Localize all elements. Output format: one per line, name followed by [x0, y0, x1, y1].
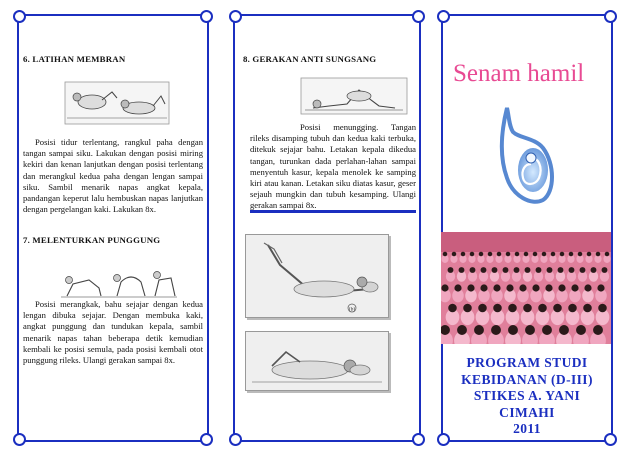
section-8-heading: 8. GERAKAN ANTI SUNGSANG: [243, 54, 377, 64]
middle-panel: [233, 14, 421, 442]
back-exercise-figure: [59, 262, 179, 300]
pregnancy-logo: [493, 104, 557, 208]
membrane-exercise-figure: [57, 80, 177, 126]
brochure-title: Senam hamil: [453, 60, 585, 87]
section-6-body: Posisi tidur terlentang, rangkul paha dengan tangan sampai siku. Lakukan dengan posisi miring kekiri dan kenan lanjutkan dengan posisi terlentang dan merangkul kedua paha dengan lengan sampai siku. Sambil menarik napas angkat kepala, pandangan keperut lalu hembuskan napas lanjutkan dengan pergelangan kaki. Lakukan 8x.: [23, 137, 203, 215]
program-line: STIKES A. YANI: [473, 388, 581, 403]
group-exercise-photo: [441, 232, 611, 344]
left-panel: [17, 14, 209, 442]
exercise-photo-bottom: [245, 331, 389, 391]
section-7-heading: 7. MELENTURKAN PUNGGUNG: [23, 235, 161, 245]
section-6-heading: 6. LATIHAN MEMBRAN: [23, 54, 126, 64]
figure-label: (b): [348, 306, 356, 313]
program-line: CIMAHI: [499, 404, 555, 420]
exercise-photo-top: [245, 234, 389, 318]
section-7-body: Posisi merangkak, bahu sejajar dengan kedua lengan dibuka sejajar. Dengan membuka kaki, angkat punggung dan tundukan kepala, sambil menarik napas tahan beberapa detik kemudian kembali ke posisi semula, pada posisi kembali otot punggung rileks. Ulangi gerakan sampai 8x.: [23, 299, 203, 366]
program-line: 2011: [513, 421, 541, 436]
program-info: [443, 355, 611, 438]
section-8-body: Posisi menungging. Tangan rileks disamping tubuh dan kedua kaki terbuka, ditekuk sejajar bahu. Letakan kepala dikedua tangan, turunkan dada perlahan-lahan sampai menyentuh kasur, kepala menolek ke samping kiri atau kanan. Letakan siku diatas kasur, geser sejauh mungkin dan tubuh kesamping. Ulangi gerakan sampai 8x.: [250, 122, 416, 211]
program-line: KEBIDANAN (D-III): [461, 371, 593, 387]
program-line: PROGRAM STUDI: [466, 355, 588, 370]
anti-breech-figure: [299, 76, 409, 116]
divider: [250, 210, 416, 213]
right-panel: [441, 14, 613, 442]
panel-frame: [17, 14, 209, 442]
